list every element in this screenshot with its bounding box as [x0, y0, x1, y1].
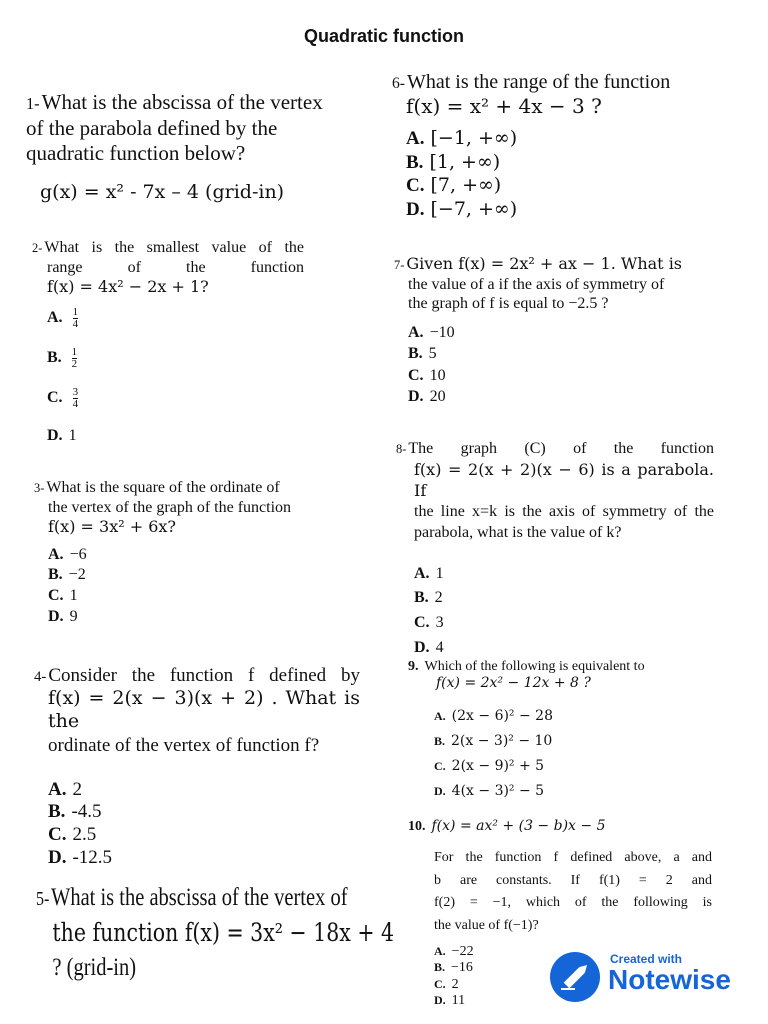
option-c[interactable]: C. 2 — [434, 976, 459, 992]
question-number: 8- — [396, 442, 407, 456]
option-c[interactable]: C. 2(x − 9)² + 5 — [434, 758, 545, 775]
option-b[interactable]: B. $\frac{1}{2}$ — [47, 345, 78, 371]
question-1-equation: g(x) = x² - 7x – 4 (grid-in) — [40, 180, 285, 203]
question-4-equation: f(x) = 2(x − 3)(x + 2) . What is the — [48, 687, 360, 733]
option-a[interactable]: A. −22 — [434, 943, 474, 959]
question-number: 7- — [394, 258, 405, 272]
option-b[interactable]: B. 5 — [408, 345, 437, 363]
question-5-equation: the function f(x) = 3x² − 18x + 4 — [52, 918, 395, 947]
option-c[interactable]: C. 1 — [48, 587, 78, 605]
question-number: 4- — [34, 669, 47, 685]
option-a[interactable]: A. (2x − 6)² − 28 — [434, 708, 553, 725]
question-8: 8- The graph (C) of the function f(x) = 2(x + 2)(x − 6) is a parabola. If the line x=k is the axis of symmetry of the parabola, what is the value of k? A. 1 B. 2 C. 3 D. 4 — [396, 438, 714, 661]
option-d[interactable]: D. [−7, +∞) — [406, 198, 518, 221]
question-6: 6- What is the range of the function f(x) = x² + 4x − 3 ? A. [−1, +∞) B. [1, +∞) C. [7, +∞) D. [−7, +∞) — [392, 70, 692, 222]
option-c[interactable]: C. [7, +∞) — [406, 174, 502, 197]
option-c[interactable]: C. 2.5 — [48, 824, 97, 846]
question-number: 9. — [408, 659, 419, 674]
question-3: 3- What is the square of the ordinate of the vertex of the graph of the function f(x) = 3x² + 6x? A. −6 B. −2 C. 1 D. 9 — [34, 478, 324, 628]
option-d[interactable]: D. -12.5 — [48, 847, 113, 869]
question-2-equation: f(x) = 4x² − 2x + 1? — [47, 277, 209, 297]
option-c[interactable]: C. 3 — [414, 614, 444, 632]
notewise-watermark — [550, 948, 750, 1008]
pencil-icon — [550, 952, 600, 1002]
option-d[interactable]: D. 11 — [434, 993, 466, 1009]
option-b[interactable]: B. -4.5 — [48, 801, 102, 823]
question-10-definition: f(x) = ax² + (3 − b)x − 5 — [431, 818, 606, 834]
question-7: 7- Given f(x) = 2x² + ax − 1. What is the value of a if the axis of symmetry of the graph of f is equal to −2.5 ? A. −10 B. 5 C. 10 D. 20 — [394, 254, 696, 408]
option-d[interactable]: D. 20 — [408, 388, 446, 406]
question-2-stem: 2- What is the smallest value of the range of the function f(x) = 4x² − 2x + 1? — [32, 239, 304, 297]
question-1-text: What is the abscissa of the vertex of the parabola defined by the quadratic function below? — [26, 90, 323, 166]
option-a[interactable]: A. 1 — [414, 564, 444, 582]
question-10: 10. f(x) = ax² + (3 − b)x − 5 For the function f defined above, a and b are constants. If f(1) = 2 and f(2) = −1, which of the following is the value of f(−1)? A. −22 B. −16 C. 2 D. 11 — [408, 818, 712, 1009]
option-d[interactable]: D. 4 — [414, 638, 444, 656]
question-9: 9. Which of the following is equivalent to f(x) = 2x² − 12x + 8 ? A. (2x − 6)² − 28 B. 2(x − 3)² − 10 C. 2(x − 9)² + 5 D. 4(x − 3)² − 5 — [408, 658, 714, 804]
option-a[interactable]: A. −6 — [48, 545, 87, 563]
option-a[interactable]: A. [−1, +∞) — [406, 126, 518, 149]
page-title: Quadratic function — [303, 26, 464, 46]
watermark-brand: Notewise — [608, 964, 731, 995]
option-b[interactable]: B. −16 — [434, 960, 473, 976]
question-number: 1- — [26, 94, 40, 113]
option-a[interactable]: A. 2 — [48, 778, 82, 800]
question-number: 10. — [408, 819, 426, 834]
question-6-equation: f(x) = x² + 4x − 3 ? — [406, 94, 602, 119]
option-b[interactable]: B. 2 — [414, 589, 443, 607]
question-number: 6- — [392, 75, 405, 92]
question-number: 2- — [32, 241, 43, 255]
option-d[interactable]: D. 1 — [47, 426, 77, 444]
option-c[interactable]: C. $\frac{3}{4}$ — [47, 385, 79, 411]
option-b[interactable]: B. −2 — [48, 566, 86, 584]
question-number: 3- — [34, 481, 45, 495]
question-number: 5- — [36, 889, 50, 910]
question-1 — [26, 90, 336, 203]
option-d[interactable]: D. 9 — [48, 607, 78, 625]
question-4: 4- Consider the function f defined by f(x) = 2(x − 3)(x + 2) . What is the ordinate of the vertex of function f? A. 2 B. -4.5 C. 2.5 D. -12.5 — [34, 665, 360, 869]
question-5: 5-What is the abscissa of the vertex of the function f(x) = 3x² − 18x + 4 ? (grid-in) — [36, 884, 395, 981]
question-3-equation: f(x) = 3x² + 6x? — [48, 517, 176, 537]
question-9-equation: f(x) = 2x² − 12x + 8 ? — [436, 675, 591, 692]
question-8-equation: f(x) = 2(x + 2)(x − 6) is a parabola. If — [414, 460, 714, 501]
watermark-caption: Created with — [610, 952, 683, 966]
option-b[interactable]: B. 2(x − 3)² − 10 — [434, 733, 553, 750]
option-c[interactable]: C. 10 — [408, 366, 446, 384]
option-b[interactable]: B. [1, +∞) — [406, 150, 501, 173]
question-1-stem — [26, 90, 336, 167]
question-2 — [32, 238, 304, 445]
option-a[interactable]: A. $\frac{1}{4}$ — [47, 305, 79, 331]
option-a[interactable]: A. −10 — [408, 323, 455, 341]
option-d[interactable]: D. 4(x − 3)² − 5 — [434, 783, 545, 800]
